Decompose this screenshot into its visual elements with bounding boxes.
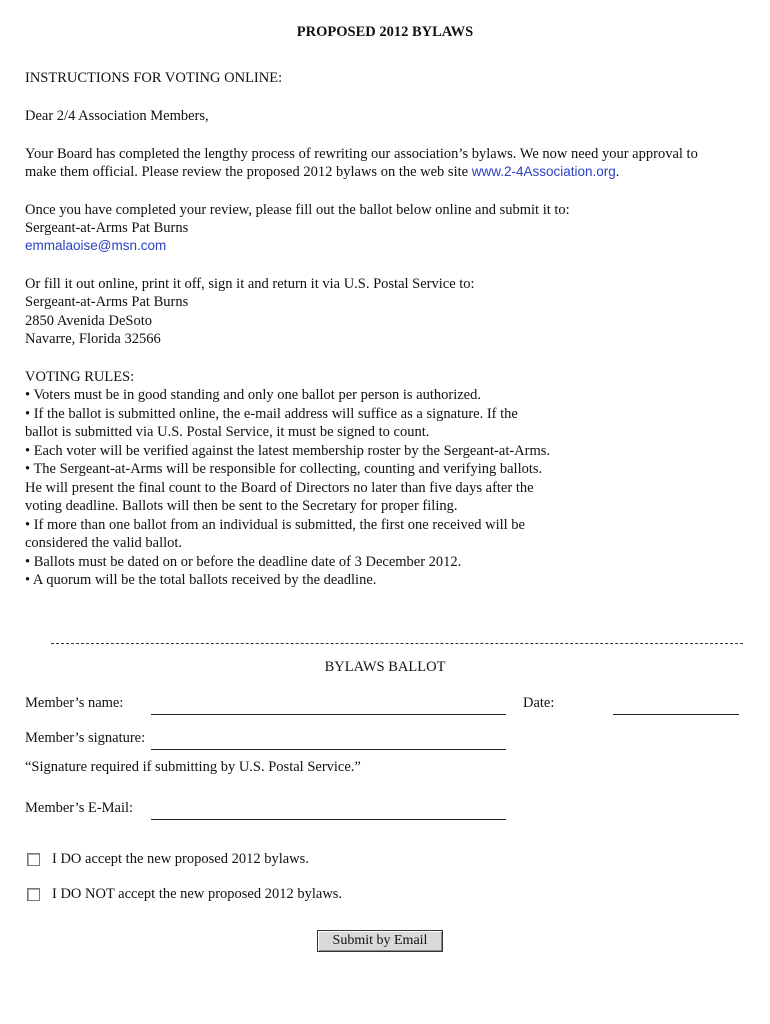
- para3-line1: Or fill it out online, print it off, sign it and return it via U.S. Postal Service to:: [25, 276, 475, 292]
- para2-line1: Once you have completed your review, please fill out the ballot below online and submit it to:: [25, 202, 570, 218]
- para2-line2: Sergeant-at-Arms Pat Burns: [25, 220, 189, 236]
- rules-line: • A quorum will be the total ballots received by the deadline.: [25, 572, 377, 588]
- page-title: PROPOSED 2012 BYLAWS: [296, 24, 474, 40]
- rules-line: • If the ballot is submitted online, the e-mail address will suffice as a signature. If the: [25, 406, 518, 422]
- para1-line2-text: make them official. Please review the proposed 2012 bylaws on the web site: [25, 164, 472, 180]
- member-name-field[interactable]: [151, 714, 506, 715]
- para3-line3: 2850 Avenida DeSoto: [25, 313, 152, 329]
- date-label: Date:: [523, 695, 555, 711]
- rules-line: He will present the final count to the Board of Directors no later than five days after the: [25, 480, 534, 496]
- member-name-label: Member’s name:: [25, 695, 124, 711]
- para1-line1: Your Board has completed the lengthy process of rewriting our association’s bylaws. We now need your approval to: [25, 146, 698, 162]
- signature-note: “Signature required if submitting by U.S. Postal Service.”: [25, 759, 361, 775]
- rules-line: • Each voter will be verified against the latest membership roster by the Sergeant-at-Arms.: [25, 443, 551, 459]
- rules-line: ballot is submitted via U.S. Postal Service, it must be signed to count.: [25, 424, 430, 440]
- instructions-heading: INSTRUCTIONS FOR VOTING ONLINE:: [25, 70, 283, 86]
- submit-by-email-button[interactable]: Submit by Email: [317, 930, 443, 952]
- rules-line: • The Sergeant-at-Arms will be responsible for collecting, counting and verifying ballots.: [25, 461, 543, 477]
- rules-line: considered the valid ballot.: [25, 535, 183, 551]
- para3-line4: Navarre, Florida 32566: [25, 331, 161, 347]
- cut-line-divider: [51, 643, 743, 644]
- para1-line2-end: .: [615, 164, 620, 180]
- rules-line: • Voters must be in good standing and only one ballot per person is authorized.: [25, 387, 481, 403]
- member-email-field[interactable]: [151, 819, 506, 820]
- greeting: Dear 2/4 Association Members,: [25, 108, 209, 124]
- member-signature-field[interactable]: [151, 749, 506, 750]
- reject-label: I DO NOT accept the new proposed 2012 bylaws.: [52, 886, 343, 902]
- member-signature-label: Member’s signature:: [25, 730, 146, 746]
- para3-line2: Sergeant-at-Arms Pat Burns: [25, 294, 189, 310]
- website-link[interactable]: www.2-4Association.org: [471, 164, 616, 179]
- accept-label: I DO accept the new proposed 2012 bylaws.: [52, 851, 309, 867]
- member-email-label: Member’s E-Mail:: [25, 800, 134, 816]
- rules-line: voting deadline. Ballots will then be sent to the Secretary for proper filing.: [25, 498, 458, 514]
- date-field[interactable]: [613, 714, 739, 715]
- reject-checkbox[interactable]: [27, 888, 40, 901]
- rules-line: • If more than one ballot from an individual is submitted, the first one received will be: [25, 517, 525, 533]
- ballot-heading: BYLAWS BALLOT: [324, 659, 446, 675]
- para1-line2: [25, 163, 619, 181]
- email-link[interactable]: emmalaoise@msn.com: [25, 238, 167, 253]
- rules-heading: VOTING RULES:: [25, 369, 135, 385]
- rules-line: • Ballots must be dated on or before the deadline date of 3 December 2012.: [25, 554, 462, 570]
- accept-checkbox[interactable]: [27, 853, 40, 866]
